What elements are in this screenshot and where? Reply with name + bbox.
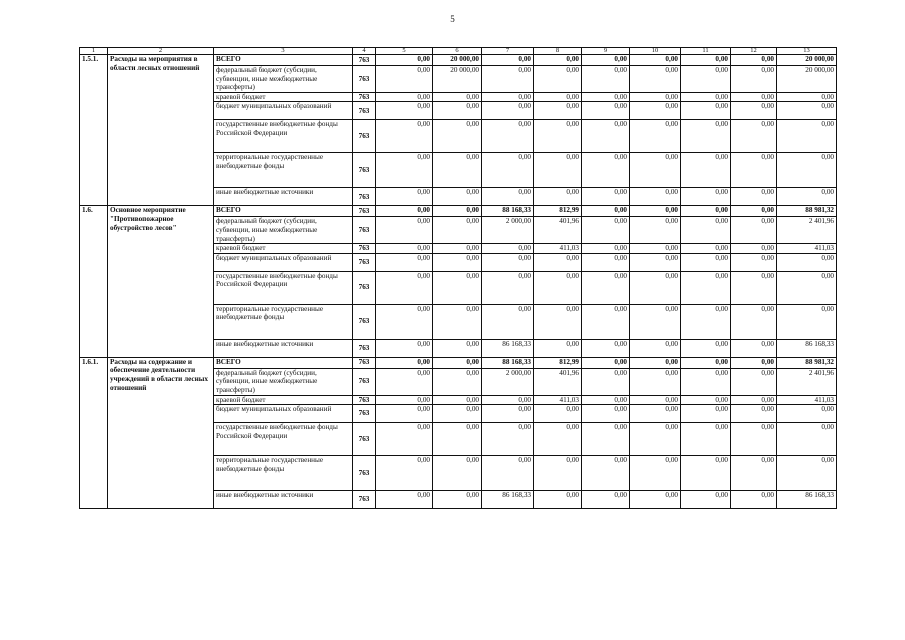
value-cell: 86 168,33 bbox=[482, 491, 534, 509]
value-cell: 0,00 bbox=[534, 423, 582, 456]
code-cell: 763 bbox=[353, 102, 376, 120]
funding-source: федеральный бюджет (субсидии, субвенции, иные межбюджетные трансферты) bbox=[214, 217, 353, 244]
code-cell: 763 bbox=[353, 217, 376, 244]
value-cell: 0,00 bbox=[433, 339, 482, 357]
value-cell: 0,00 bbox=[482, 253, 534, 271]
value-cell: 0,00 bbox=[534, 271, 582, 304]
value-cell: 0,00 bbox=[433, 102, 482, 120]
value-cell: 0,00 bbox=[630, 253, 681, 271]
value-cell: 0,00 bbox=[582, 206, 630, 217]
value-cell: 0,00 bbox=[482, 153, 534, 188]
funding-source: государственные внебюджетные фонды Российской Федерации bbox=[214, 120, 353, 153]
value-cell: 411,03 bbox=[777, 244, 837, 254]
value-cell: 0,00 bbox=[582, 339, 630, 357]
value-cell: 0,00 bbox=[376, 66, 433, 93]
value-cell: 0,00 bbox=[376, 271, 433, 304]
value-cell: 0,00 bbox=[482, 456, 534, 491]
value-cell: 0,00 bbox=[681, 66, 731, 93]
value-cell: 0,00 bbox=[731, 304, 777, 339]
value-cell: 0,00 bbox=[433, 271, 482, 304]
value-cell: 0,00 bbox=[376, 188, 433, 206]
header-cell: 5 bbox=[376, 48, 433, 55]
value-cell: 0,00 bbox=[534, 304, 582, 339]
header-cell: 8 bbox=[534, 48, 582, 55]
value-cell: 0,00 bbox=[681, 153, 731, 188]
value-cell: 0,00 bbox=[777, 120, 837, 153]
value-cell: 0,00 bbox=[582, 456, 630, 491]
code-cell: 763 bbox=[353, 153, 376, 188]
value-cell: 0,00 bbox=[582, 102, 630, 120]
code-cell: 763 bbox=[353, 456, 376, 491]
funding-source: территориальные государственные внебюджетные фонды bbox=[214, 153, 353, 188]
value-cell: 0,00 bbox=[731, 244, 777, 254]
value-cell: 0,00 bbox=[681, 120, 731, 153]
funding-source: краевой бюджет bbox=[214, 92, 353, 102]
value-cell: 0,00 bbox=[681, 206, 731, 217]
value-cell: 0,00 bbox=[731, 423, 777, 456]
code-cell: 763 bbox=[353, 339, 376, 357]
value-cell: 411,03 bbox=[534, 244, 582, 254]
value-cell: 0,00 bbox=[681, 339, 731, 357]
value-cell: 0,00 bbox=[630, 153, 681, 188]
value-cell: 0,00 bbox=[630, 304, 681, 339]
funding-source: территориальные государственные внебюджетные фонды bbox=[214, 456, 353, 491]
section-number: 1.5.1. bbox=[80, 55, 108, 206]
value-cell: 0,00 bbox=[534, 120, 582, 153]
value-cell: 0,00 bbox=[376, 206, 433, 217]
value-cell: 0,00 bbox=[777, 92, 837, 102]
value-cell: 0,00 bbox=[681, 92, 731, 102]
value-cell: 0,00 bbox=[433, 456, 482, 491]
value-cell: 0,00 bbox=[534, 153, 582, 188]
value-cell: 0,00 bbox=[777, 423, 837, 456]
code-cell: 763 bbox=[353, 206, 376, 217]
value-cell: 0,00 bbox=[582, 55, 630, 66]
value-cell: 0,00 bbox=[582, 271, 630, 304]
value-cell: 0,00 bbox=[534, 188, 582, 206]
value-cell: 0,00 bbox=[534, 253, 582, 271]
value-cell: 20 000,00 bbox=[433, 66, 482, 93]
value-cell: 20 000,00 bbox=[777, 66, 837, 93]
value-cell: 0,00 bbox=[630, 188, 681, 206]
value-cell: 0,00 bbox=[630, 368, 681, 395]
value-cell: 0,00 bbox=[376, 491, 433, 509]
funding-source: федеральный бюджет (субсидии, субвенции, иные межбюджетные трансферты) bbox=[214, 66, 353, 93]
value-cell: 0,00 bbox=[630, 217, 681, 244]
value-cell: 0,00 bbox=[433, 357, 482, 368]
code-cell: 763 bbox=[353, 368, 376, 395]
header-cell: 11 bbox=[681, 48, 731, 55]
value-cell: 0,00 bbox=[482, 188, 534, 206]
value-cell: 0,00 bbox=[534, 102, 582, 120]
value-cell: 0,00 bbox=[681, 304, 731, 339]
value-cell: 0,00 bbox=[433, 206, 482, 217]
value-cell: 0,00 bbox=[630, 66, 681, 93]
value-cell: 0,00 bbox=[731, 217, 777, 244]
value-cell: 0,00 bbox=[433, 244, 482, 254]
value-cell: 0,00 bbox=[376, 120, 433, 153]
value-cell: 0,00 bbox=[376, 357, 433, 368]
value-cell: 86 168,33 bbox=[777, 339, 837, 357]
header-cell: 1 bbox=[80, 48, 108, 55]
value-cell: 2 401,96 bbox=[777, 368, 837, 395]
value-cell: 0,00 bbox=[681, 271, 731, 304]
value-cell: 0,00 bbox=[433, 217, 482, 244]
section-number: 1.6.1. bbox=[80, 357, 108, 508]
value-cell: 2 401,96 bbox=[777, 217, 837, 244]
value-cell: 0,00 bbox=[376, 153, 433, 188]
value-cell: 0,00 bbox=[630, 405, 681, 423]
code-cell: 763 bbox=[353, 271, 376, 304]
value-cell: 0,00 bbox=[582, 66, 630, 93]
value-cell: 0,00 bbox=[482, 66, 534, 93]
value-cell: 0,00 bbox=[681, 368, 731, 395]
value-cell: 0,00 bbox=[376, 55, 433, 66]
code-cell: 763 bbox=[353, 55, 376, 66]
code-cell: 763 bbox=[353, 491, 376, 509]
value-cell: 0,00 bbox=[731, 206, 777, 217]
value-cell: 0,00 bbox=[630, 491, 681, 509]
value-cell: 0,00 bbox=[582, 153, 630, 188]
value-cell: 411,03 bbox=[777, 395, 837, 405]
code-cell: 763 bbox=[353, 253, 376, 271]
header-cell: 13 bbox=[777, 48, 837, 55]
header-cell: 9 bbox=[582, 48, 630, 55]
value-cell: 0,00 bbox=[376, 405, 433, 423]
code-cell: 763 bbox=[353, 66, 376, 93]
value-cell: 0,00 bbox=[433, 395, 482, 405]
value-cell: 0,00 bbox=[681, 357, 731, 368]
value-cell: 0,00 bbox=[482, 405, 534, 423]
funding-source: бюджет муниципальных образований bbox=[214, 102, 353, 120]
funding-source: территориальные государственные внебюджетные фонды bbox=[214, 304, 353, 339]
value-cell: 0,00 bbox=[681, 395, 731, 405]
value-cell: 0,00 bbox=[376, 423, 433, 456]
value-cell: 0,00 bbox=[681, 491, 731, 509]
value-cell: 0,00 bbox=[731, 271, 777, 304]
value-cell: 0,00 bbox=[433, 92, 482, 102]
value-cell: 0,00 bbox=[681, 188, 731, 206]
value-cell: 0,00 bbox=[630, 92, 681, 102]
value-cell: 0,00 bbox=[731, 66, 777, 93]
value-cell: 2 000,00 bbox=[482, 368, 534, 395]
value-cell: 0,00 bbox=[630, 339, 681, 357]
value-cell: 0,00 bbox=[777, 456, 837, 491]
code-cell: 763 bbox=[353, 395, 376, 405]
value-cell: 0,00 bbox=[777, 253, 837, 271]
funding-source: государственные внебюджетные фонды Российской Федерации bbox=[214, 271, 353, 304]
funding-source: краевой бюджет bbox=[214, 244, 353, 254]
code-cell: 763 bbox=[353, 120, 376, 153]
value-cell: 0,00 bbox=[582, 304, 630, 339]
value-cell: 0,00 bbox=[482, 395, 534, 405]
value-cell: 0,00 bbox=[681, 244, 731, 254]
code-cell: 763 bbox=[353, 405, 376, 423]
header-cell: 10 bbox=[630, 48, 681, 55]
value-cell: 0,00 bbox=[731, 368, 777, 395]
value-cell: 0,00 bbox=[731, 55, 777, 66]
value-cell: 0,00 bbox=[376, 217, 433, 244]
value-cell: 0,00 bbox=[376, 339, 433, 357]
value-cell: 0,00 bbox=[777, 102, 837, 120]
value-cell: 0,00 bbox=[376, 304, 433, 339]
page-number: 5 bbox=[450, 14, 455, 24]
value-cell: 0,00 bbox=[534, 339, 582, 357]
funding-source: иные внебюджетные источники bbox=[214, 491, 353, 509]
value-cell: 88 168,33 bbox=[482, 357, 534, 368]
value-cell: 0,00 bbox=[630, 206, 681, 217]
value-cell: 86 168,33 bbox=[777, 491, 837, 509]
value-cell: 0,00 bbox=[731, 395, 777, 405]
code-cell: 763 bbox=[353, 304, 376, 339]
value-cell: 0,00 bbox=[582, 217, 630, 244]
value-cell: 0,00 bbox=[630, 456, 681, 491]
funding-source: ВСЕГО bbox=[214, 55, 353, 66]
value-cell: 0,00 bbox=[731, 253, 777, 271]
value-cell: 0,00 bbox=[731, 491, 777, 509]
value-cell: 0,00 bbox=[433, 153, 482, 188]
value-cell: 0,00 bbox=[681, 55, 731, 66]
value-cell: 0,00 bbox=[582, 244, 630, 254]
value-cell: 0,00 bbox=[376, 102, 433, 120]
value-cell: 0,00 bbox=[681, 423, 731, 456]
funding-source: бюджет муниципальных образований bbox=[214, 253, 353, 271]
value-cell: 0,00 bbox=[582, 491, 630, 509]
code-cell: 763 bbox=[353, 244, 376, 254]
value-cell: 0,00 bbox=[582, 405, 630, 423]
code-cell: 763 bbox=[353, 188, 376, 206]
code-cell: 763 bbox=[353, 423, 376, 456]
value-cell: 0,00 bbox=[376, 244, 433, 254]
section-name: Основное мероприятие "Противопожарное обустройство лесов" bbox=[108, 206, 214, 357]
value-cell: 411,03 bbox=[534, 395, 582, 405]
value-cell: 88 981,32 bbox=[777, 206, 837, 217]
section-number: 1.6. bbox=[80, 206, 108, 357]
value-cell: 0,00 bbox=[731, 339, 777, 357]
value-cell: 20 000,00 bbox=[777, 55, 837, 66]
value-cell: 0,00 bbox=[482, 271, 534, 304]
value-cell: 0,00 bbox=[582, 253, 630, 271]
value-cell: 0,00 bbox=[777, 188, 837, 206]
value-cell: 0,00 bbox=[777, 153, 837, 188]
value-cell: 0,00 bbox=[433, 188, 482, 206]
header-cell: 3 bbox=[214, 48, 353, 55]
value-cell: 0,00 bbox=[630, 55, 681, 66]
value-cell: 0,00 bbox=[731, 357, 777, 368]
value-cell: 0,00 bbox=[482, 55, 534, 66]
funding-source: бюджет муниципальных образований bbox=[214, 405, 353, 423]
value-cell: 0,00 bbox=[433, 304, 482, 339]
value-cell: 0,00 bbox=[376, 92, 433, 102]
value-cell: 86 168,33 bbox=[482, 339, 534, 357]
value-cell: 0,00 bbox=[482, 423, 534, 456]
header-row bbox=[80, 48, 837, 55]
value-cell: 20 000,00 bbox=[433, 55, 482, 66]
value-cell: 0,00 bbox=[534, 92, 582, 102]
value-cell: 0,00 bbox=[731, 188, 777, 206]
funding-source: федеральный бюджет (субсидии, субвенции, иные межбюджетные трансферты) bbox=[214, 368, 353, 395]
value-cell: 0,00 bbox=[630, 102, 681, 120]
value-cell: 0,00 bbox=[482, 92, 534, 102]
value-cell: 0,00 bbox=[582, 395, 630, 405]
header-cell: 7 bbox=[482, 48, 534, 55]
funding-source: ВСЕГО bbox=[214, 206, 353, 217]
value-cell: 0,00 bbox=[630, 120, 681, 153]
table-row bbox=[80, 357, 837, 368]
value-cell: 0,00 bbox=[630, 244, 681, 254]
value-cell: 2 000,00 bbox=[482, 217, 534, 244]
value-cell: 0,00 bbox=[731, 456, 777, 491]
value-cell: 0,00 bbox=[681, 102, 731, 120]
value-cell: 0,00 bbox=[534, 491, 582, 509]
value-cell: 0,00 bbox=[731, 102, 777, 120]
value-cell: 0,00 bbox=[630, 395, 681, 405]
table-row bbox=[80, 206, 837, 217]
funding-source: иные внебюджетные источники bbox=[214, 339, 353, 357]
funding-source: краевой бюджет bbox=[214, 395, 353, 405]
value-cell: 0,00 bbox=[681, 405, 731, 423]
value-cell: 0,00 bbox=[731, 92, 777, 102]
value-cell: 812,99 bbox=[534, 357, 582, 368]
value-cell: 0,00 bbox=[534, 66, 582, 93]
value-cell: 0,00 bbox=[433, 491, 482, 509]
header-cell: 4 bbox=[353, 48, 376, 55]
funding-source: иные внебюджетные источники bbox=[214, 188, 353, 206]
value-cell: 0,00 bbox=[630, 357, 681, 368]
section-name: Расходы на мероприятия в области лесных отношений bbox=[108, 55, 214, 206]
value-cell: 0,00 bbox=[582, 188, 630, 206]
value-cell: 401,96 bbox=[534, 368, 582, 395]
value-cell: 88 981,32 bbox=[777, 357, 837, 368]
value-cell: 0,00 bbox=[376, 395, 433, 405]
budget-table bbox=[79, 47, 837, 509]
value-cell: 0,00 bbox=[534, 456, 582, 491]
value-cell: 0,00 bbox=[376, 368, 433, 395]
value-cell: 0,00 bbox=[777, 405, 837, 423]
code-cell: 763 bbox=[353, 92, 376, 102]
header-cell: 6 bbox=[433, 48, 482, 55]
header-cell: 12 bbox=[731, 48, 777, 55]
value-cell: 88 168,33 bbox=[482, 206, 534, 217]
code-cell: 763 bbox=[353, 357, 376, 368]
value-cell: 0,00 bbox=[681, 253, 731, 271]
value-cell: 0,00 bbox=[582, 357, 630, 368]
value-cell: 0,00 bbox=[433, 120, 482, 153]
value-cell: 0,00 bbox=[482, 102, 534, 120]
value-cell: 0,00 bbox=[534, 405, 582, 423]
value-cell: 0,00 bbox=[433, 423, 482, 456]
value-cell: 0,00 bbox=[681, 217, 731, 244]
table-body bbox=[80, 48, 837, 509]
value-cell: 0,00 bbox=[433, 253, 482, 271]
value-cell: 0,00 bbox=[482, 120, 534, 153]
value-cell: 0,00 bbox=[630, 271, 681, 304]
value-cell: 0,00 bbox=[731, 153, 777, 188]
value-cell: 812,99 bbox=[534, 206, 582, 217]
value-cell: 0,00 bbox=[731, 405, 777, 423]
value-cell: 0,00 bbox=[482, 244, 534, 254]
funding-source: государственные внебюджетные фонды Российской Федерации bbox=[214, 423, 353, 456]
value-cell: 0,00 bbox=[777, 304, 837, 339]
table-row bbox=[80, 55, 837, 66]
value-cell: 401,96 bbox=[534, 217, 582, 244]
value-cell: 0,00 bbox=[582, 92, 630, 102]
value-cell: 0,00 bbox=[630, 423, 681, 456]
value-cell: 0,00 bbox=[777, 271, 837, 304]
value-cell: 0,00 bbox=[534, 55, 582, 66]
value-cell: 0,00 bbox=[433, 405, 482, 423]
value-cell: 0,00 bbox=[582, 368, 630, 395]
section-name: Расходы на содержание и обеспечение деятельности учреждений в области лесных отношений bbox=[108, 357, 214, 508]
value-cell: 0,00 bbox=[582, 423, 630, 456]
value-cell: 0,00 bbox=[376, 253, 433, 271]
value-cell: 0,00 bbox=[482, 304, 534, 339]
value-cell: 0,00 bbox=[433, 368, 482, 395]
funding-source: ВСЕГО bbox=[214, 357, 353, 368]
header-cell: 2 bbox=[108, 48, 214, 55]
value-cell: 0,00 bbox=[731, 120, 777, 153]
value-cell: 0,00 bbox=[582, 120, 630, 153]
value-cell: 0,00 bbox=[376, 456, 433, 491]
value-cell: 0,00 bbox=[681, 456, 731, 491]
